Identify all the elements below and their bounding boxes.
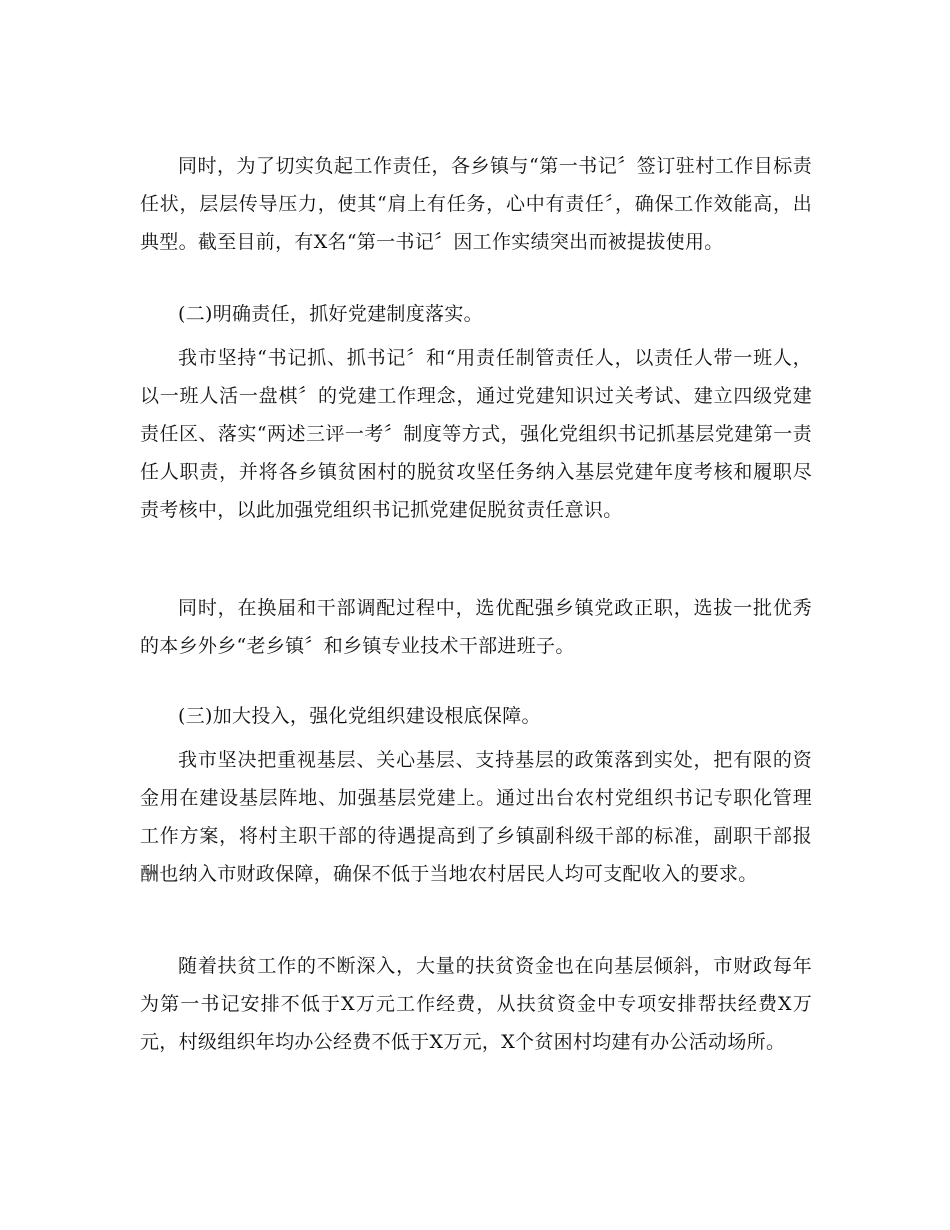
paragraph-party-building-system: 我市坚持“书记抓、抓书记〞和“用责任制管责任人，以责任人带一班人，以一班人活一盘棋〞的党建工作理念，通过党建知识过关考试、建立四级党建责任区、落实“两述三评一考〞制度等方式，强化党组织书记抓基层党建第一责任人职责，并将各乡镇贫困村的脱贫攻坚任务纳入基层党建年度考核和履职尽责考核中，以此加强党组织书记抓党建促脱贫责任意识。	[140, 347, 812, 521]
paragraph-cadre-selection: 同时，在换届和干部调配过程中，选优配强乡镇党政正职，选拔一批优秀的本乡外乡“老乡镇〞和乡镇专业技术干部进班子。	[140, 597, 812, 657]
section-heading-2: (二)明确责任，抓好党建制度落实。	[178, 303, 483, 325]
paragraph-grassroots-funding: 我市坚决把重视基层、关心基层、支持基层的政策落到实处，把有限的资金用在建设基层阵地、加强基层党建上。通过出台农村党组织书记专职化管理工作方案，将村主职干部的待遇提高到了乡镇副科级干部的标准，副职干部报酬也纳入市财政保障，确保不低于当地农村居民人均可支配收入的要求。	[140, 749, 812, 885]
paragraph-first-secretary-responsibility: 同时，为了切实负起工作责任，各乡镇与“第一书记〞签订驻村工作目标责任状，层层传导压力，使其“肩上有任务，心中有责任〞，确保工作效能高，出典型。截至目前，有X名“第一书记〞因工作实绩突出而被提拔使用。	[140, 155, 812, 253]
section-heading-3: (三)加大投入，强化党组织建设根底保障。	[178, 705, 541, 727]
paragraph-poverty-funds: 随着扶贫工作的不断深入，大量的扶贫资金也在向基层倾斜，市财政每年为第一书记安排不低于X万元工作经费，从扶贫资金中专项安排帮扶经费X万元，村级组织年均办公经费不低于X万元，X个贫困村均建有办公活动场所。	[140, 955, 812, 1053]
